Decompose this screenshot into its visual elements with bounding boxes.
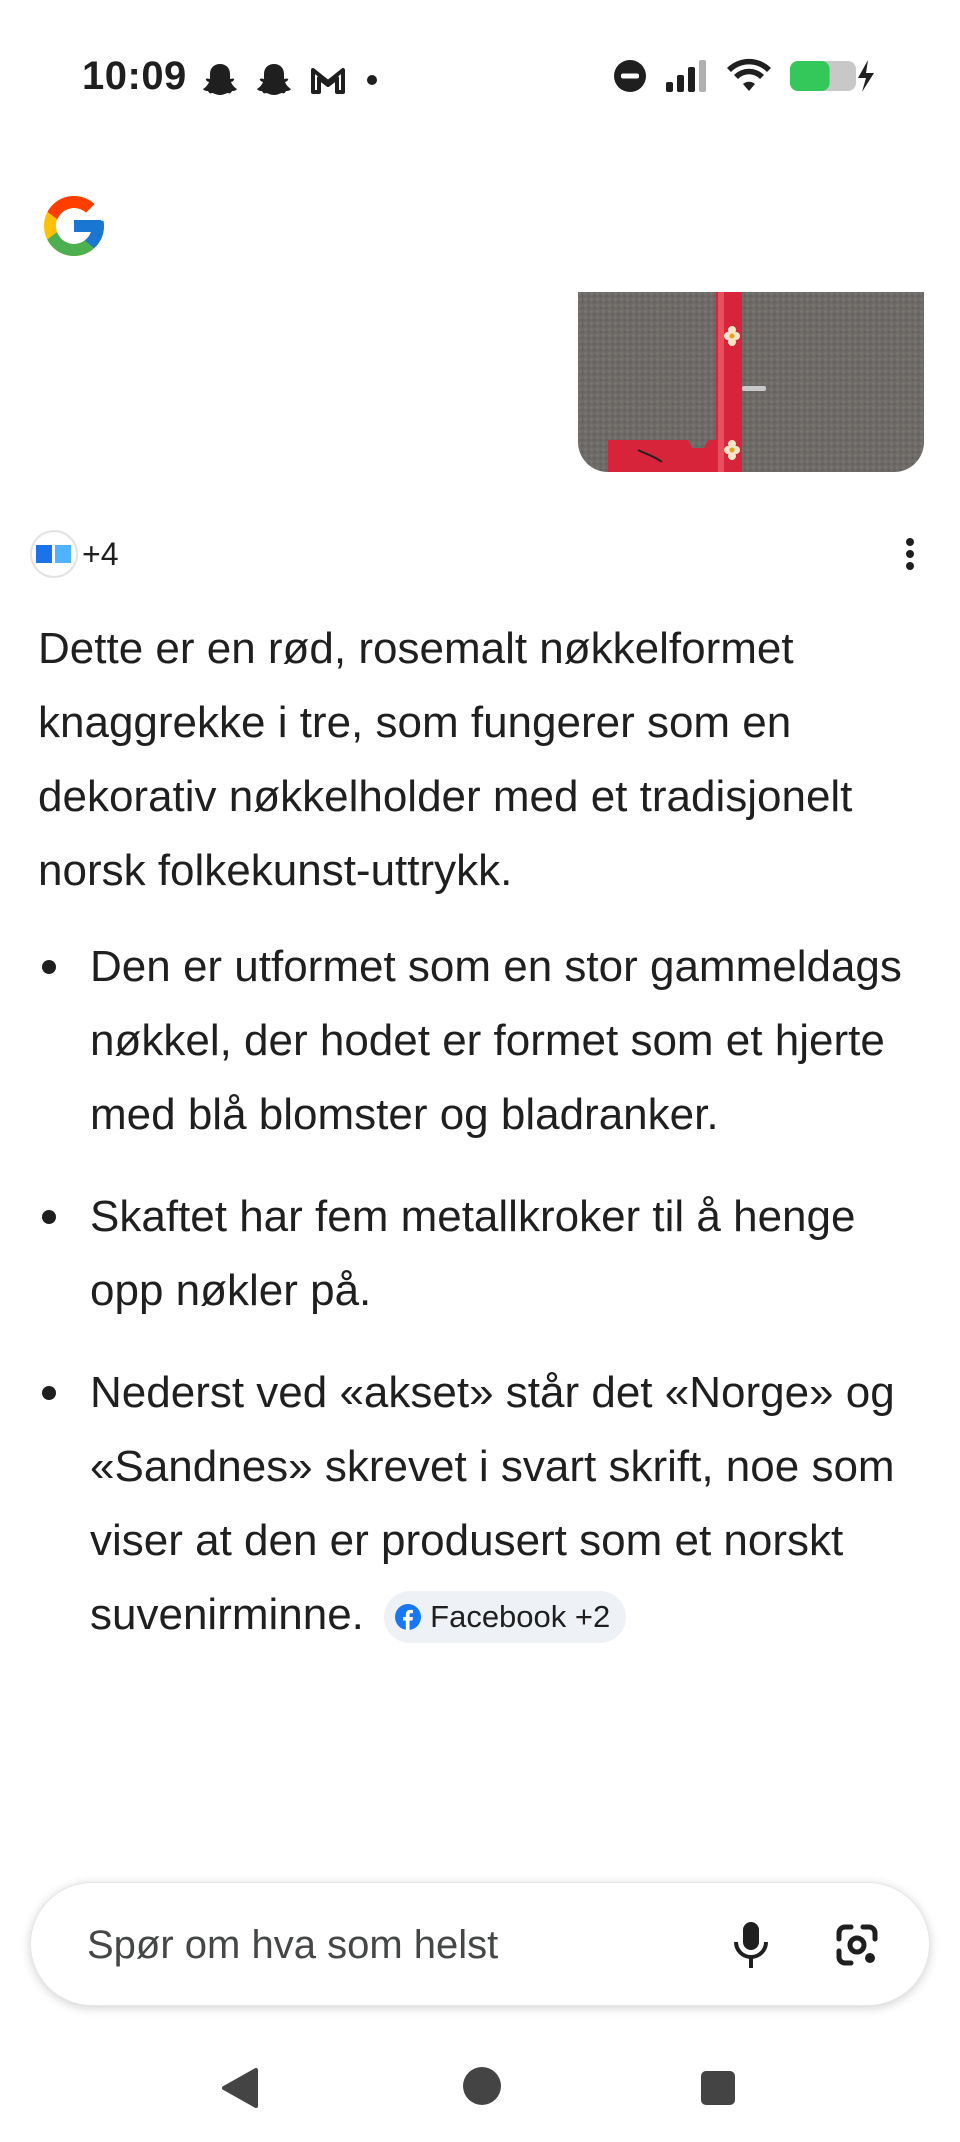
system-icons [612, 58, 878, 94]
bullet-item [38, 1356, 918, 1652]
status-time: 10:09 [82, 54, 187, 98]
facebook-icon [394, 1603, 422, 1631]
dnd-icon [612, 58, 648, 94]
answer-paragraph: Dette er en rød, rosemalt nøkkelformet knaggrekke i tre, som fungerer som en dekorativ nøkkelholder med et tradisjonelt norsk folkekunst-uttrykk. [38, 624, 853, 895]
more-options-button[interactable] [890, 530, 930, 578]
bullet-dot [42, 960, 56, 974]
sources-button[interactable] [30, 530, 118, 578]
battery-charging-icon [788, 58, 878, 94]
status-bar [0, 0, 960, 150]
dot-icon [362, 60, 382, 100]
more-vert-icon [904, 536, 916, 572]
uploaded-image-thumbnail[interactable] [578, 292, 924, 472]
book-icon [34, 542, 74, 566]
citation-chip-label: Facebook +2 [430, 1599, 611, 1635]
recent-apps-icon[interactable] [698, 2068, 738, 2108]
snapchat-icon [200, 60, 240, 100]
google-logo [38, 190, 110, 262]
search-bar[interactable] [30, 1882, 930, 2006]
search-input[interactable]: Spør om hva som helst [87, 1923, 499, 1967]
sources-count: +4 [82, 535, 119, 572]
citation-chip[interactable] [384, 1591, 626, 1643]
home-icon[interactable] [460, 2064, 504, 2108]
notification-icons [200, 60, 382, 100]
voice-search-button[interactable] [719, 1913, 783, 1977]
bullet-text: Skaftet har fem metallkroker til å henge opp nøkler på. [90, 1192, 856, 1315]
answer-bullets [38, 930, 918, 1652]
bullet-dot [42, 1210, 56, 1224]
google-lens-button[interactable] [825, 1913, 889, 1977]
ai-answer [38, 612, 918, 1680]
bullet-text: Den er utformet som en stor gammeldags nøkkel, der hodet er formet som et hjerte med blå blomster og bladranker. [90, 942, 902, 1139]
back-icon[interactable] [218, 2066, 262, 2110]
wifi-icon [726, 58, 772, 94]
signal-icon [664, 58, 710, 94]
bullet-item [38, 930, 918, 1152]
system-navigation-bar [0, 2030, 960, 2142]
key-rack-photo [578, 292, 924, 472]
snapchat-icon [254, 60, 294, 100]
bullet-dot [42, 1386, 56, 1400]
lens-icon [833, 1921, 881, 1969]
gmail-icon [308, 60, 348, 100]
source-favicon [30, 530, 78, 578]
bullet-item [38, 1180, 918, 1328]
bullet-text: Nederst ved «akset» står det «Norge» og «Sandnes» skrevet i svart skrift, noe som viser at den er produsert som et norskt suvenirminne. [90, 1368, 895, 1639]
mic-icon [731, 1920, 771, 1970]
